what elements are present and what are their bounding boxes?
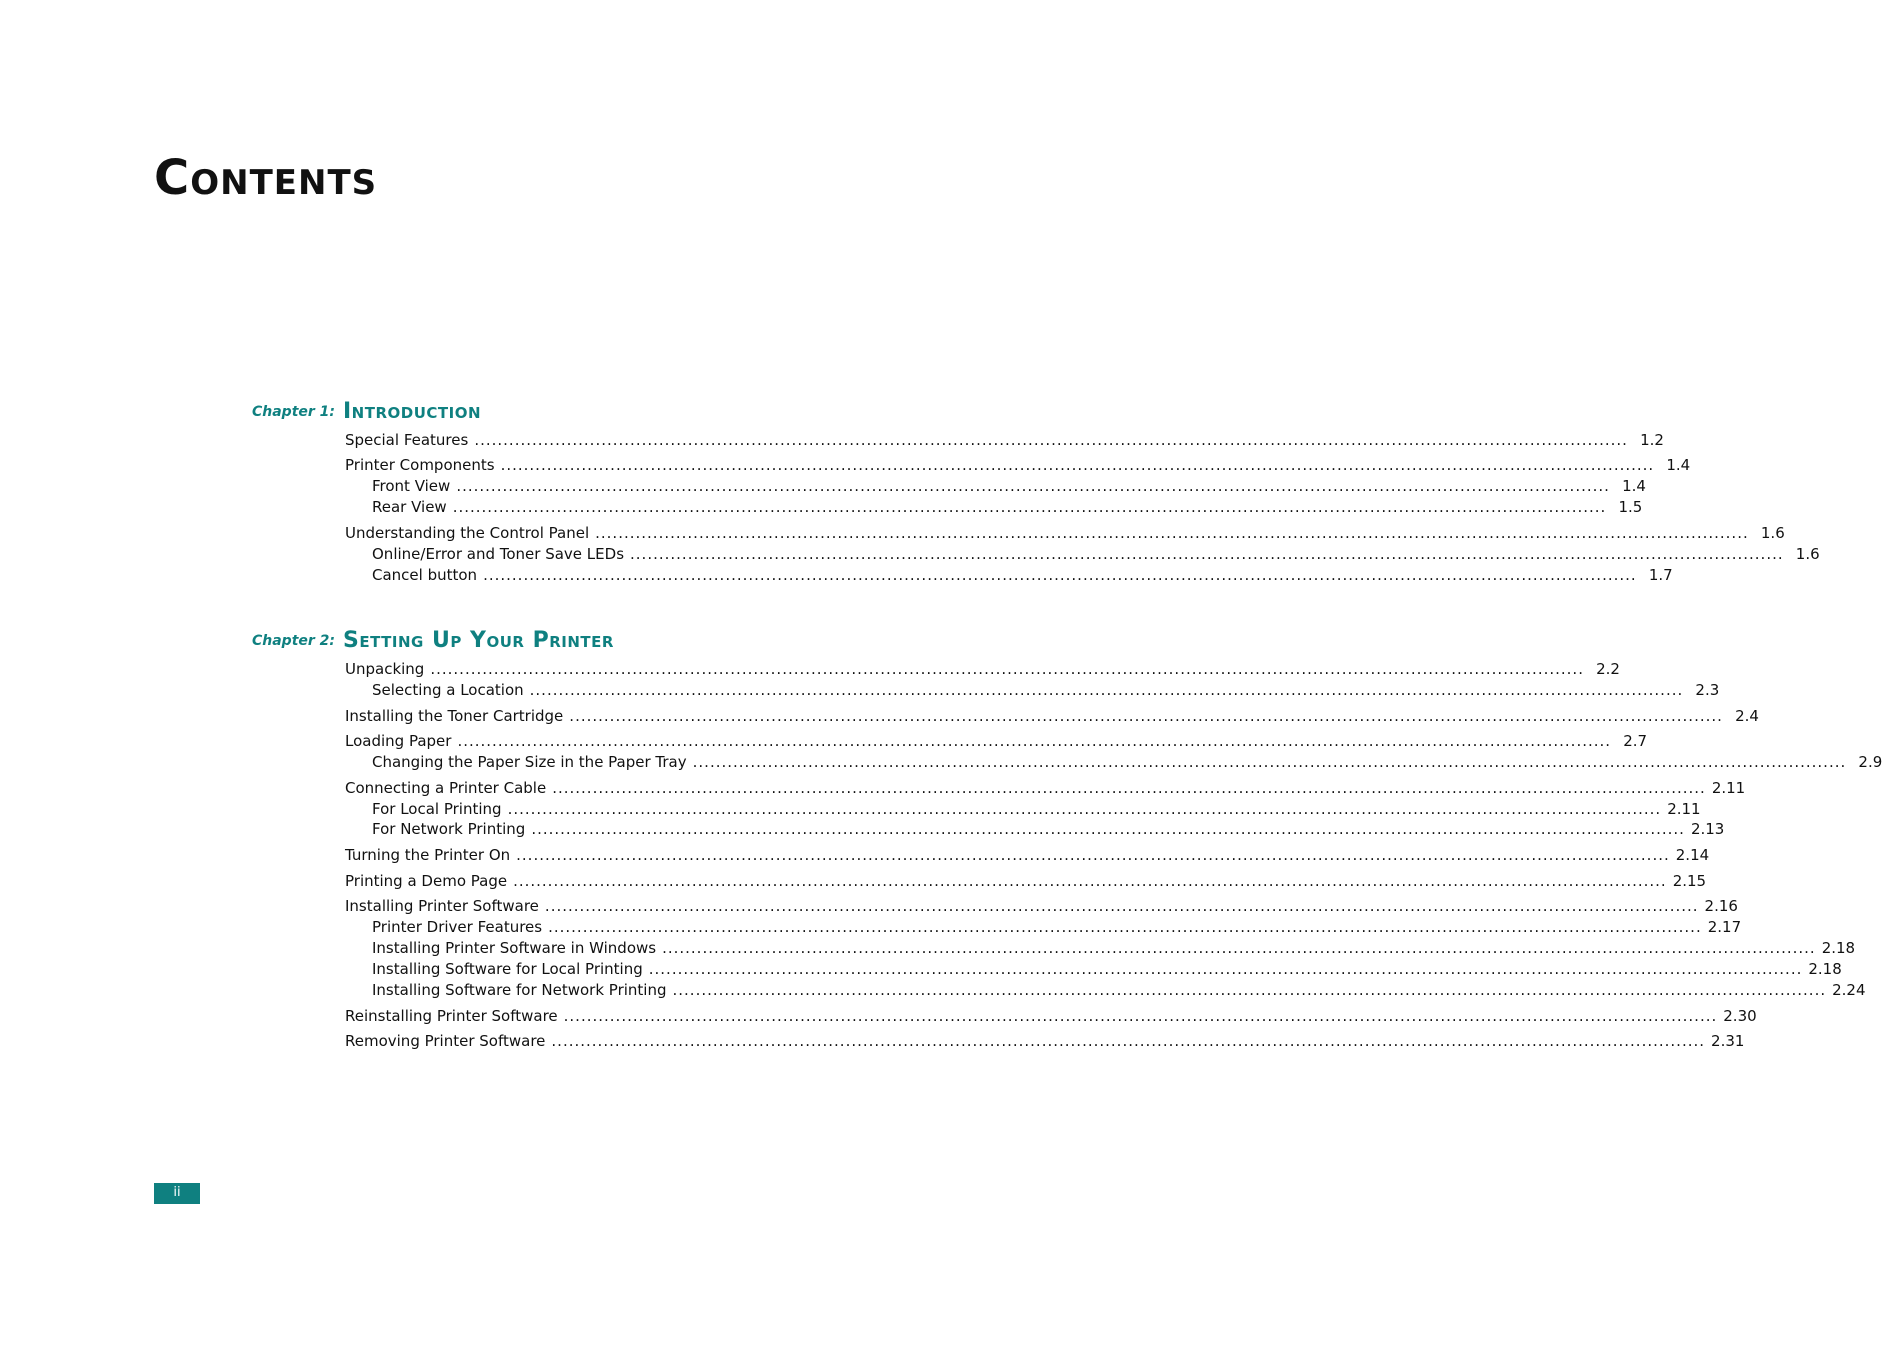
toc-subentry[interactable] <box>372 981 1866 1001</box>
chapter-label: Chapter 1: <box>251 404 335 420</box>
toc-entry-title: Connecting a Printer Cable <box>345 779 547 797</box>
page-number-badge: ii <box>154 1183 200 1204</box>
dot-leader: ........................................................................................................................................................................................................ <box>552 779 1706 797</box>
toc-entry-title: For Local Printing <box>372 800 502 818</box>
toc-entry-title: For Network Printing <box>372 820 526 838</box>
toc-entry-page: 2.16 <box>1704 897 1738 915</box>
chapter-2-heading <box>0 623 954 653</box>
toc-entry-title: Rear View <box>372 498 447 516</box>
chapter-title: Setting Up Your Printer <box>343 628 614 653</box>
toc-entry-page: 2.18 <box>1821 939 1856 957</box>
toc-subentry[interactable] <box>372 960 1842 980</box>
toc-entry-title: Installing Printer Software in Windows <box>372 939 657 957</box>
dot-leader: ........................................................................................................................................................................................................ <box>483 566 1637 584</box>
toc-entry-title: Unpacking <box>345 660 425 678</box>
chapter-label: Chapter 2: <box>251 633 335 649</box>
toc-entry-page: 2.13 <box>1690 820 1725 838</box>
toc-entry-page: 1.4 <box>1622 477 1646 495</box>
toc-subentry[interactable] <box>372 477 1646 497</box>
toc-entry-page: 1.2 <box>1640 431 1664 449</box>
toc-entry-page: 2.30 <box>1723 1007 1757 1025</box>
toc-entry-title: Reinstalling Printer Software <box>345 1007 558 1025</box>
toc-entry-page: 2.15 <box>1672 872 1707 890</box>
toc-entry-title: Turning the Printer On <box>345 846 511 864</box>
toc-entry-page: 2.3 <box>1695 681 1720 699</box>
dot-leader: ........................................................................................................................................................................................................ <box>456 477 1610 495</box>
toc-entry-title: Changing the Paper Size in the Paper Tray <box>372 753 687 771</box>
toc-entry-title: Cancel button <box>372 566 478 584</box>
dot-leader: ........................................................................................................................................................................................................ <box>513 872 1667 890</box>
toc-entry-page: 1.6 <box>1760 524 1785 542</box>
toc-entry-page: 1.4 <box>1666 456 1691 474</box>
dot-leader: ........................................................................................................................................................................................................ <box>544 897 1699 915</box>
toc-entry-title: Selecting a Location <box>372 681 524 699</box>
toc-entry-page: 2.31 <box>1711 1032 1745 1050</box>
toc-entry-page: 1.7 <box>1648 566 1673 584</box>
toc-entry-page: 1.6 <box>1795 545 1820 563</box>
toc-entry-page: 2.11 <box>1711 779 1746 797</box>
toc-entry-page: 1.5 <box>1618 498 1643 516</box>
dot-leader: ........................................................................................................................................................................................................ <box>457 732 1612 750</box>
toc-entry-page: 2.24 <box>1832 981 1866 999</box>
dot-leader: ........................................................................................................................................................................................................ <box>595 524 1749 542</box>
toc-entry-title: Online/Error and Toner Save LEDs <box>372 545 625 563</box>
toc-subentry[interactable] <box>372 681 1720 701</box>
dot-leader: ........................................................................................................................................................................................................ <box>672 981 1827 999</box>
toc-entry-title: Front View <box>372 477 451 495</box>
chapter-1-heading <box>0 394 954 424</box>
chapter-title: Introduction <box>343 399 482 424</box>
toc-entry[interactable] <box>345 897 1738 917</box>
toc-entry[interactable] <box>345 732 1648 752</box>
toc-subentry[interactable] <box>372 800 1701 820</box>
dot-leader: ........................................................................................................................................................................................................ <box>430 660 1584 678</box>
toc-subentry[interactable] <box>372 566 1673 586</box>
toc-entry[interactable] <box>345 524 1785 544</box>
toc-entry-title: Special Features <box>345 431 469 449</box>
toc-entry-title: Loading Paper <box>345 732 452 750</box>
toc-entry-page: 2.14 <box>1675 846 1710 864</box>
toc-entry-page: 2.7 <box>1623 732 1648 750</box>
toc-entry-title: Installing Software for Local Printing <box>372 960 643 978</box>
toc-subentry[interactable] <box>372 545 1820 565</box>
dot-leader: ........................................................................................................................................................................................................ <box>630 545 1784 563</box>
toc-entry-page: 2.11 <box>1667 800 1701 818</box>
toc-entry-title: Installing Software for Network Printing <box>372 981 667 999</box>
dot-leader: ........................................................................................................................................................................................................ <box>516 846 1670 864</box>
toc-entry[interactable] <box>345 1032 1745 1052</box>
toc-entry[interactable] <box>345 779 1746 799</box>
dot-leader: ........................................................................................................................................................................................................ <box>648 960 1803 978</box>
dot-leader: ........................................................................................................................................................................................................ <box>548 918 1702 936</box>
toc-subentry[interactable] <box>372 498 1643 518</box>
toc-entry-title: Printer Driver Features <box>372 918 543 936</box>
dot-leader: ........................................................................................................................................................................................................ <box>531 820 1685 838</box>
toc-entry-title: Installing the Toner Cartridge <box>345 707 564 725</box>
toc-entry-title: Installing Printer Software <box>345 897 539 915</box>
toc-entry-page: 2.4 <box>1735 707 1759 725</box>
toc-entry[interactable] <box>345 431 1664 451</box>
toc-entry-page: 2.9 <box>1858 753 1882 771</box>
toc-subentry[interactable] <box>372 939 1856 959</box>
dot-leader: ........................................................................................................................................................................................................ <box>452 498 1607 516</box>
dot-leader: ........................................................................................................................................................................................................ <box>569 707 1723 725</box>
toc-entry-title: Removing Printer Software <box>345 1032 546 1050</box>
toc-entry-page: 2.18 <box>1808 960 1842 978</box>
dot-leader: ........................................................................................................................................................................................................ <box>474 431 1628 449</box>
toc-entry[interactable] <box>345 456 1691 476</box>
toc-subentry[interactable] <box>372 820 1725 840</box>
dot-leader: ........................................................................................................................................................................................................ <box>500 456 1655 474</box>
toc-subentry[interactable] <box>372 918 1742 938</box>
dot-leader: ........................................................................................................................................................................................................ <box>692 753 1847 771</box>
toc-entry[interactable] <box>345 872 1707 892</box>
dot-leader: ........................................................................................................................................................................................................ <box>662 939 1816 957</box>
toc-subentry[interactable] <box>372 753 1882 773</box>
toc-entry-title: Understanding the Control Panel <box>345 524 590 542</box>
dot-leader: ........................................................................................................................................................................................................ <box>551 1032 1706 1050</box>
toc-entry[interactable] <box>345 707 1759 727</box>
toc-entry[interactable] <box>345 660 1620 680</box>
toc-entry-page: 2.17 <box>1707 918 1742 936</box>
toc-entry[interactable] <box>345 846 1710 866</box>
toc-entry[interactable] <box>345 1007 1757 1027</box>
page-title: Contents <box>154 150 378 206</box>
toc-entry-title: Printer Components <box>345 456 495 474</box>
dot-leader: ........................................................................................................................................................................................................ <box>529 681 1684 699</box>
dot-leader: ........................................................................................................................................................................................................ <box>507 800 1662 818</box>
dot-leader: ........................................................................................................................................................................................................ <box>563 1007 1718 1025</box>
toc-entry-title: Printing a Demo Page <box>345 872 508 890</box>
toc-entry-page: 2.2 <box>1596 660 1620 678</box>
